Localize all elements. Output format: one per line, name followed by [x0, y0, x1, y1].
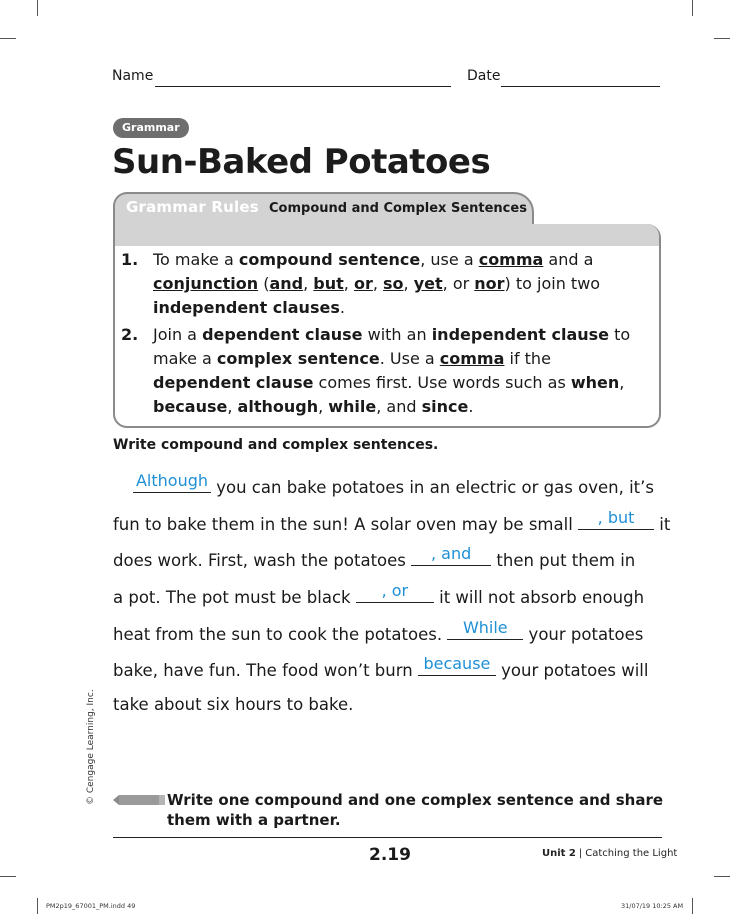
- rule-2: [121, 323, 651, 419]
- page-number: 2.19: [369, 845, 411, 865]
- crop-mark: [692, 0, 693, 16]
- grammar-rules-heading: Grammar Rules: [126, 198, 259, 216]
- answer-text: , but: [597, 508, 635, 527]
- crop-mark: [0, 38, 16, 39]
- crop-mark: [714, 876, 730, 877]
- crop-mark: [692, 898, 693, 914]
- rule-text: Join a dependent clause with an independent clause to make a complex sentence. Use a comma if the dependent clause comes first. Use words such as when, because, although, while, and since.: [153, 325, 631, 416]
- grammar-badge: Grammar: [113, 118, 189, 138]
- rule-number: 2.: [121, 325, 139, 344]
- passage-line-7: take about six hours to bake.: [113, 695, 354, 714]
- rule-text: To make a compound sentence, use a comma and a conjunction (and, but, or, so, yet, or nor) to join two independent clauses.: [153, 250, 601, 317]
- date-field[interactable]: [501, 86, 660, 87]
- answer-blank-1[interactable]: [133, 471, 211, 493]
- passage-line-2: fun to bake them in the sun! A solar oven may be small , but it: [113, 508, 671, 534]
- pencil-icon: [113, 794, 165, 806]
- rule-number: 1.: [121, 250, 139, 269]
- date-label: Date: [467, 68, 501, 84]
- passage-line-6: bake, have fun. The food won’t burn because your potatoes will: [113, 654, 649, 680]
- crop-mark: [714, 38, 730, 39]
- crop-mark: [37, 0, 38, 16]
- crop-mark: [37, 898, 38, 914]
- answer-text: because: [423, 654, 491, 673]
- answer-text: Although: [135, 471, 209, 490]
- rule-1: [121, 248, 651, 320]
- print-slug-right: 31/07/19 10:25 AM: [621, 902, 684, 910]
- crop-mark: [0, 876, 16, 877]
- passage-line-5: heat from the sun to cook the potatoes. While your potatoes: [113, 618, 644, 644]
- passage-line-1: Although you can bake potatoes in an electric or gas oven, it’s: [133, 475, 654, 497]
- footer-divider: [113, 837, 662, 838]
- answer-blank-2[interactable]: [578, 508, 654, 530]
- name-label: Name: [112, 68, 154, 84]
- copyright-notice: © Cengage Learning, Inc.: [86, 689, 96, 805]
- grammar-rules-band: [115, 224, 659, 246]
- unit-label: Unit 2 | Catching the Light: [542, 848, 678, 859]
- instruction: Write compound and complex sentences.: [113, 437, 439, 453]
- answer-blank-6[interactable]: [418, 654, 496, 676]
- answer-blank-4[interactable]: [356, 581, 434, 603]
- activity-prompt: Write one compound and one complex sentence and share them with a partner.: [167, 791, 664, 829]
- answer-text: While: [462, 618, 508, 637]
- print-slug-left: PM2p19_67001_PM.indd 49: [46, 902, 136, 910]
- name-field[interactable]: [155, 86, 451, 87]
- answer-text: , and: [431, 544, 472, 563]
- answer-blank-5[interactable]: [447, 618, 523, 640]
- answer-blank-3[interactable]: [411, 544, 491, 566]
- answer-text: , or: [381, 581, 409, 600]
- name-date-header: [112, 68, 660, 90]
- passage-line-3: does work. First, wash the potatoes , and then put them in: [113, 544, 636, 570]
- page-title: Sun-Baked Potatoes: [112, 142, 491, 182]
- grammar-rules-subheading: Compound and Complex Sentences: [269, 201, 527, 216]
- passage-line-4: a pot. The pot must be black , or it will not absorb enough: [113, 581, 645, 607]
